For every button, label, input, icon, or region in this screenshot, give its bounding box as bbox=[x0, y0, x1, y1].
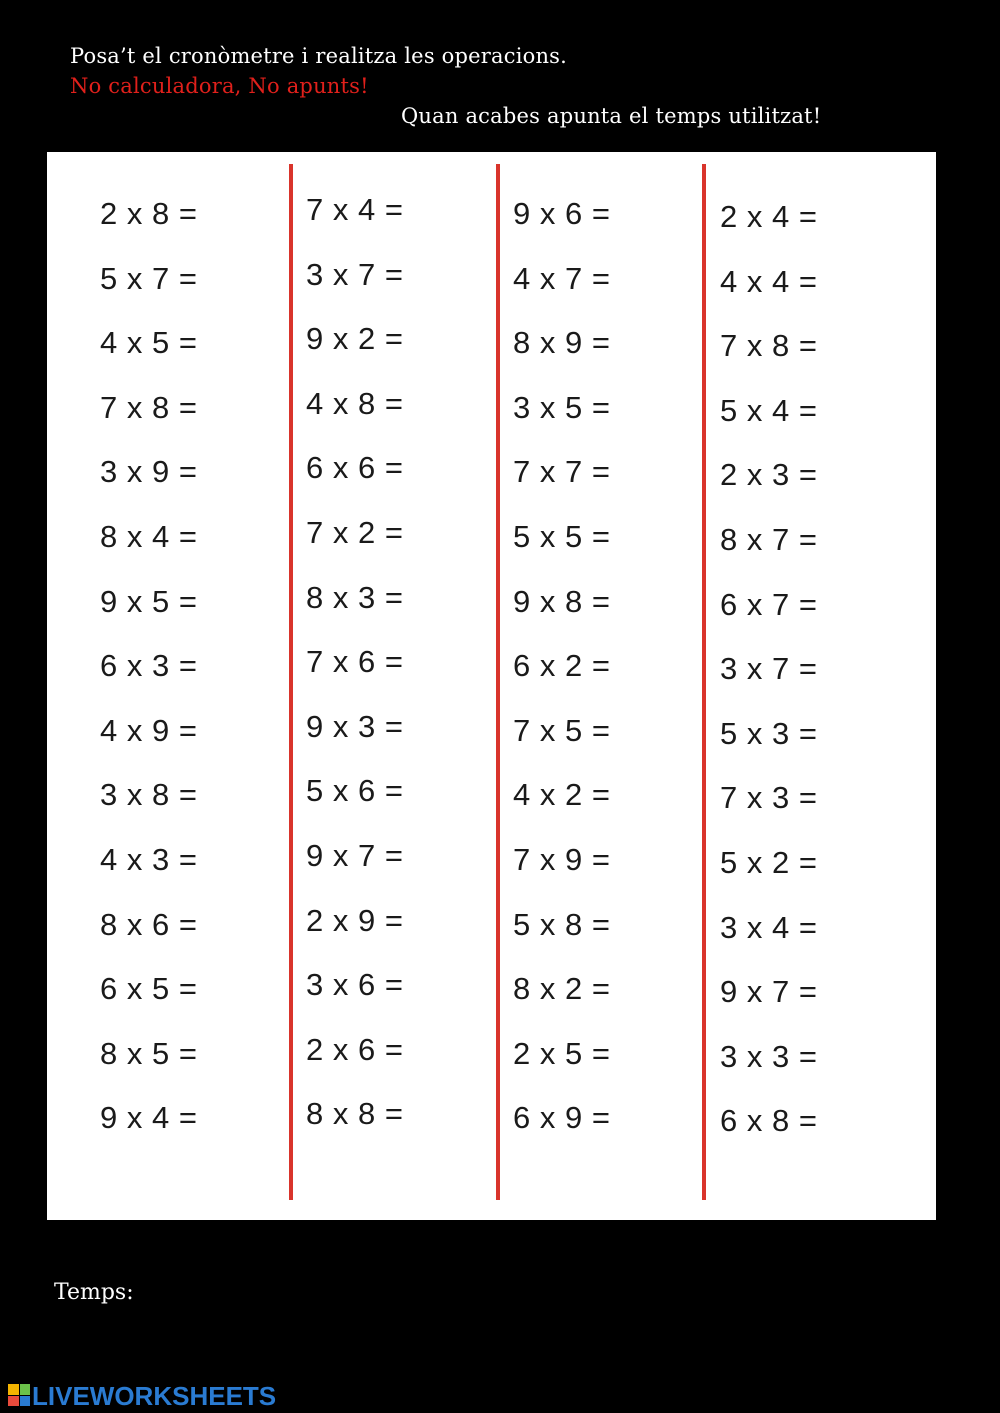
operation-item: 3 x 5 = bbox=[513, 389, 611, 425]
operation-item: 7 x 8 = bbox=[720, 328, 818, 364]
operation-item: 6 x 8 = bbox=[720, 1103, 818, 1139]
operation-item: 9 x 4 = bbox=[100, 1100, 198, 1136]
column-divider bbox=[289, 164, 293, 1200]
operation-item: 7 x 8 = bbox=[100, 389, 198, 425]
operation-item: 6 x 9 = bbox=[513, 1100, 611, 1136]
operation-item: 5 x 8 = bbox=[513, 906, 611, 942]
operation-item: 4 x 2 = bbox=[513, 777, 611, 813]
operation-item: 2 x 8 = bbox=[100, 196, 198, 231]
operation-item: 3 x 6 = bbox=[306, 967, 404, 1003]
operation-item: 4 x 5 = bbox=[100, 325, 198, 361]
operation-item: 3 x 4 = bbox=[720, 909, 818, 945]
column-divider bbox=[496, 164, 500, 1200]
operation-item: 2 x 6 = bbox=[306, 1031, 404, 1067]
operation-item: 6 x 6 = bbox=[306, 450, 404, 486]
time-label: Temps: bbox=[54, 1280, 134, 1305]
operation-item: 4 x 4 = bbox=[720, 263, 818, 299]
operation-item: 6 x 2 = bbox=[513, 648, 611, 684]
operation-item: 3 x 8 = bbox=[100, 777, 198, 813]
operation-item: 2 x 4 = bbox=[720, 199, 818, 234]
worksheet-panel bbox=[47, 152, 936, 1220]
operation-item: 4 x 7 = bbox=[513, 260, 611, 296]
logo-text: LIVEWORKSHEETS bbox=[32, 1381, 277, 1411]
operation-item: 7 x 5 = bbox=[513, 712, 611, 748]
liveworksheets-logo-icon bbox=[8, 1384, 30, 1406]
instruction-line-3: Quan acabes apunta el temps utilitzat! bbox=[401, 104, 822, 128]
operation-item: 8 x 3 = bbox=[306, 579, 404, 615]
operation-item: 3 x 7 = bbox=[720, 651, 818, 687]
operation-item: 2 x 9 = bbox=[306, 902, 404, 938]
operation-item: 2 x 5 = bbox=[513, 1035, 611, 1071]
operation-item: 7 x 4 = bbox=[306, 192, 404, 227]
operation-item: 9 x 5 = bbox=[100, 583, 198, 619]
operation-item: 4 x 3 = bbox=[100, 842, 198, 877]
operation-item: 8 x 2 = bbox=[513, 971, 611, 1007]
operation-item: 5 x 2 = bbox=[720, 845, 818, 880]
operation-item: 3 x 3 = bbox=[720, 1038, 818, 1074]
operation-item: 7 x 7 = bbox=[513, 454, 611, 490]
operation-item: 8 x 8 = bbox=[306, 1096, 404, 1132]
operation-item: 8 x 9 = bbox=[513, 325, 611, 361]
operation-item: 9 x 2 = bbox=[306, 321, 404, 357]
operation-item: 9 x 7 = bbox=[720, 974, 818, 1010]
operation-item: 8 x 7 = bbox=[720, 522, 818, 557]
operation-item: 6 x 3 = bbox=[100, 648, 198, 684]
operation-item: 8 x 6 = bbox=[100, 906, 198, 942]
operation-item: 6 x 7 = bbox=[720, 586, 818, 622]
operation-item: 6 x 5 = bbox=[100, 971, 198, 1007]
operation-item: 2 x 3 = bbox=[720, 457, 818, 493]
operation-item: 9 x 6 = bbox=[513, 196, 611, 231]
operation-item: 5 x 5 = bbox=[513, 519, 611, 554]
instruction-warning: No calculadora, No apunts! bbox=[70, 74, 369, 98]
operation-item: 4 x 8 = bbox=[306, 385, 404, 421]
operation-item: 7 x 2 = bbox=[306, 515, 404, 550]
operation-item: 4 x 9 = bbox=[100, 712, 198, 748]
column-divider bbox=[702, 164, 706, 1200]
operation-item: 8 x 4 = bbox=[100, 519, 198, 554]
operation-item: 7 x 6 = bbox=[306, 644, 404, 680]
operation-item: 7 x 3 = bbox=[720, 780, 818, 816]
operation-item: 8 x 5 = bbox=[100, 1035, 198, 1071]
operation-item: 9 x 3 = bbox=[306, 708, 404, 744]
operation-item: 3 x 9 = bbox=[100, 454, 198, 490]
instruction-line-1: Posa’t el cronòmetre i realitza les operacions. bbox=[70, 44, 568, 68]
operation-item: 5 x 7 = bbox=[100, 260, 198, 296]
operation-item: 9 x 8 = bbox=[513, 583, 611, 619]
operation-item: 5 x 6 = bbox=[306, 773, 404, 809]
operation-item: 5 x 4 = bbox=[720, 392, 818, 428]
operation-item: 9 x 7 = bbox=[306, 838, 404, 873]
operation-item: 5 x 3 = bbox=[720, 715, 818, 751]
operation-item: 3 x 7 = bbox=[306, 256, 404, 292]
operation-item: 7 x 9 = bbox=[513, 842, 611, 877]
